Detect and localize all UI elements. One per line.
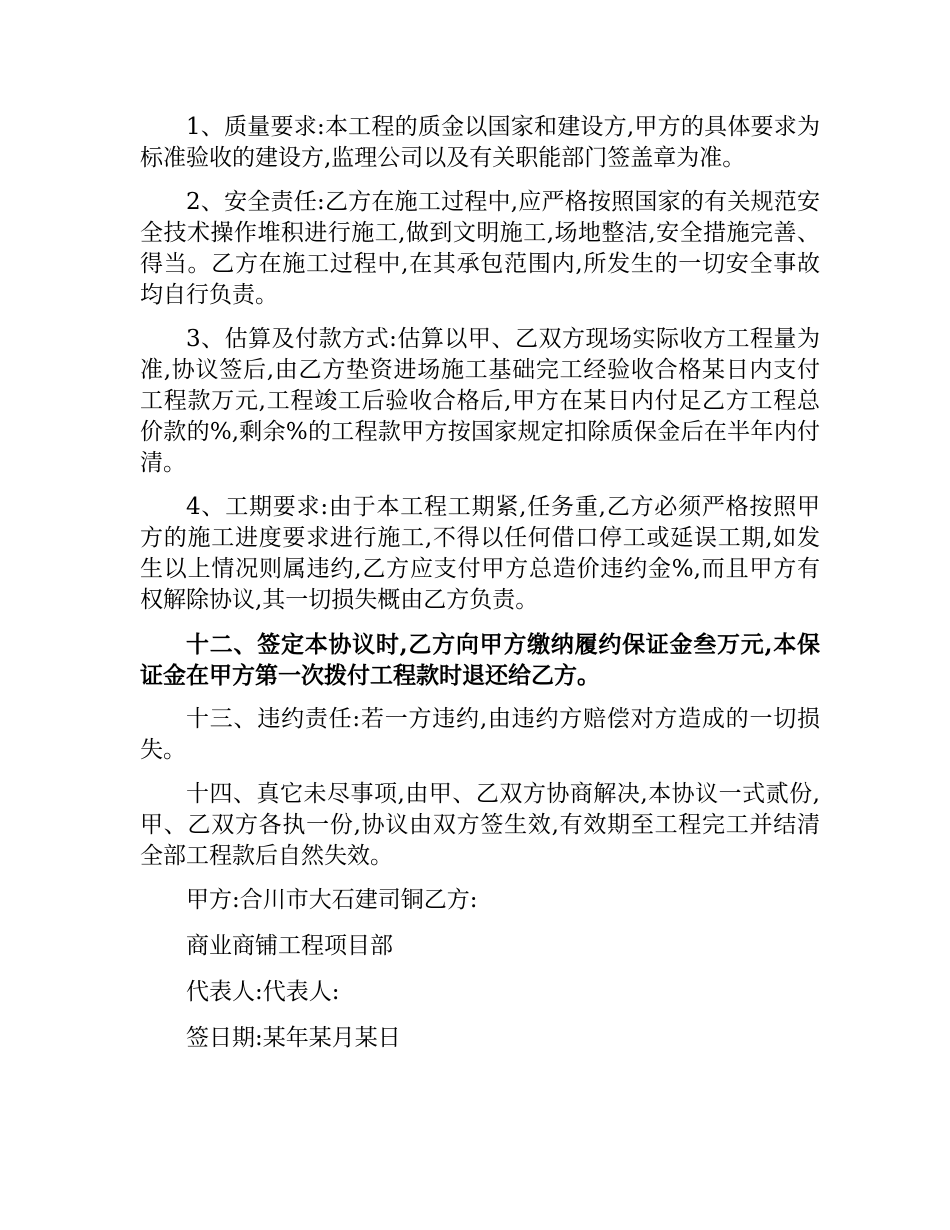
clause-safety: 2、安全责任:乙方在施工过程中,应严格按照国家的有关规范安全技术操作堆积进行施工,做到文明施工,场地整洁,安全措施完善、得当。乙方在施工过程中,在其承包范围内,所发生的一切安全事故均自行负责。 bbox=[140, 189, 820, 308]
clause-quality: 1、质量要求:本工程的质金以国家和建设方,甲方的具体要求为标准验收的建设方,监理公司以及有关职能部门签盖章为准。 bbox=[140, 114, 820, 171]
document-page bbox=[140, 112, 820, 1069]
clause-schedule: 4、工期要求:由于本工程工期紧,任务重,乙方必须严格按照甲方的施工进度要求进行施工,不得以任何借口停工或延误工期,如发生以上情况则属违约,乙方应支付甲方总造价违约金%,而且甲方有权解除协议,其一切损失概由乙方负责。 bbox=[140, 494, 820, 613]
signature-parties: 甲方:合川市大石建司铜乙方: bbox=[186, 887, 478, 913]
clause-payment: 3、估算及付款方式:估算以甲、乙双方现场实际收方工程量为准,协议签后,由乙方垫资进场施工基础完工经验收合格某日内支付工程款万元,工程竣工后验收合格后,甲方在某日内付足乙方工程总价款的%,剩余%的工程款甲方按国家规定扣除质保金后在半年内付清。 bbox=[140, 326, 820, 476]
signature-department: 商业商铺工程项目部 bbox=[186, 933, 393, 959]
signature-representative: 代表人:代表人: bbox=[186, 979, 340, 1005]
clause-other-matters: 十四、真它未尽事项,由甲、乙双方协商解决,本协议一式贰份,甲、乙双方各执一份,协议由双方签生效,有效期至工程完工并结清全部工程款后自然失效。 bbox=[140, 781, 820, 869]
clause-deposit: 十二、签定本协议时,乙方向甲方缴纳履约保证金叁万元,本保证金在甲方第一次拨付工程款时退还给乙方。 bbox=[140, 631, 820, 689]
clause-liability: 十三、违约责任:若一方违约,由违约方赔偿对方造成的一切损失。 bbox=[140, 706, 820, 763]
signature-date: 签日期:某年某月某日 bbox=[186, 1025, 401, 1051]
